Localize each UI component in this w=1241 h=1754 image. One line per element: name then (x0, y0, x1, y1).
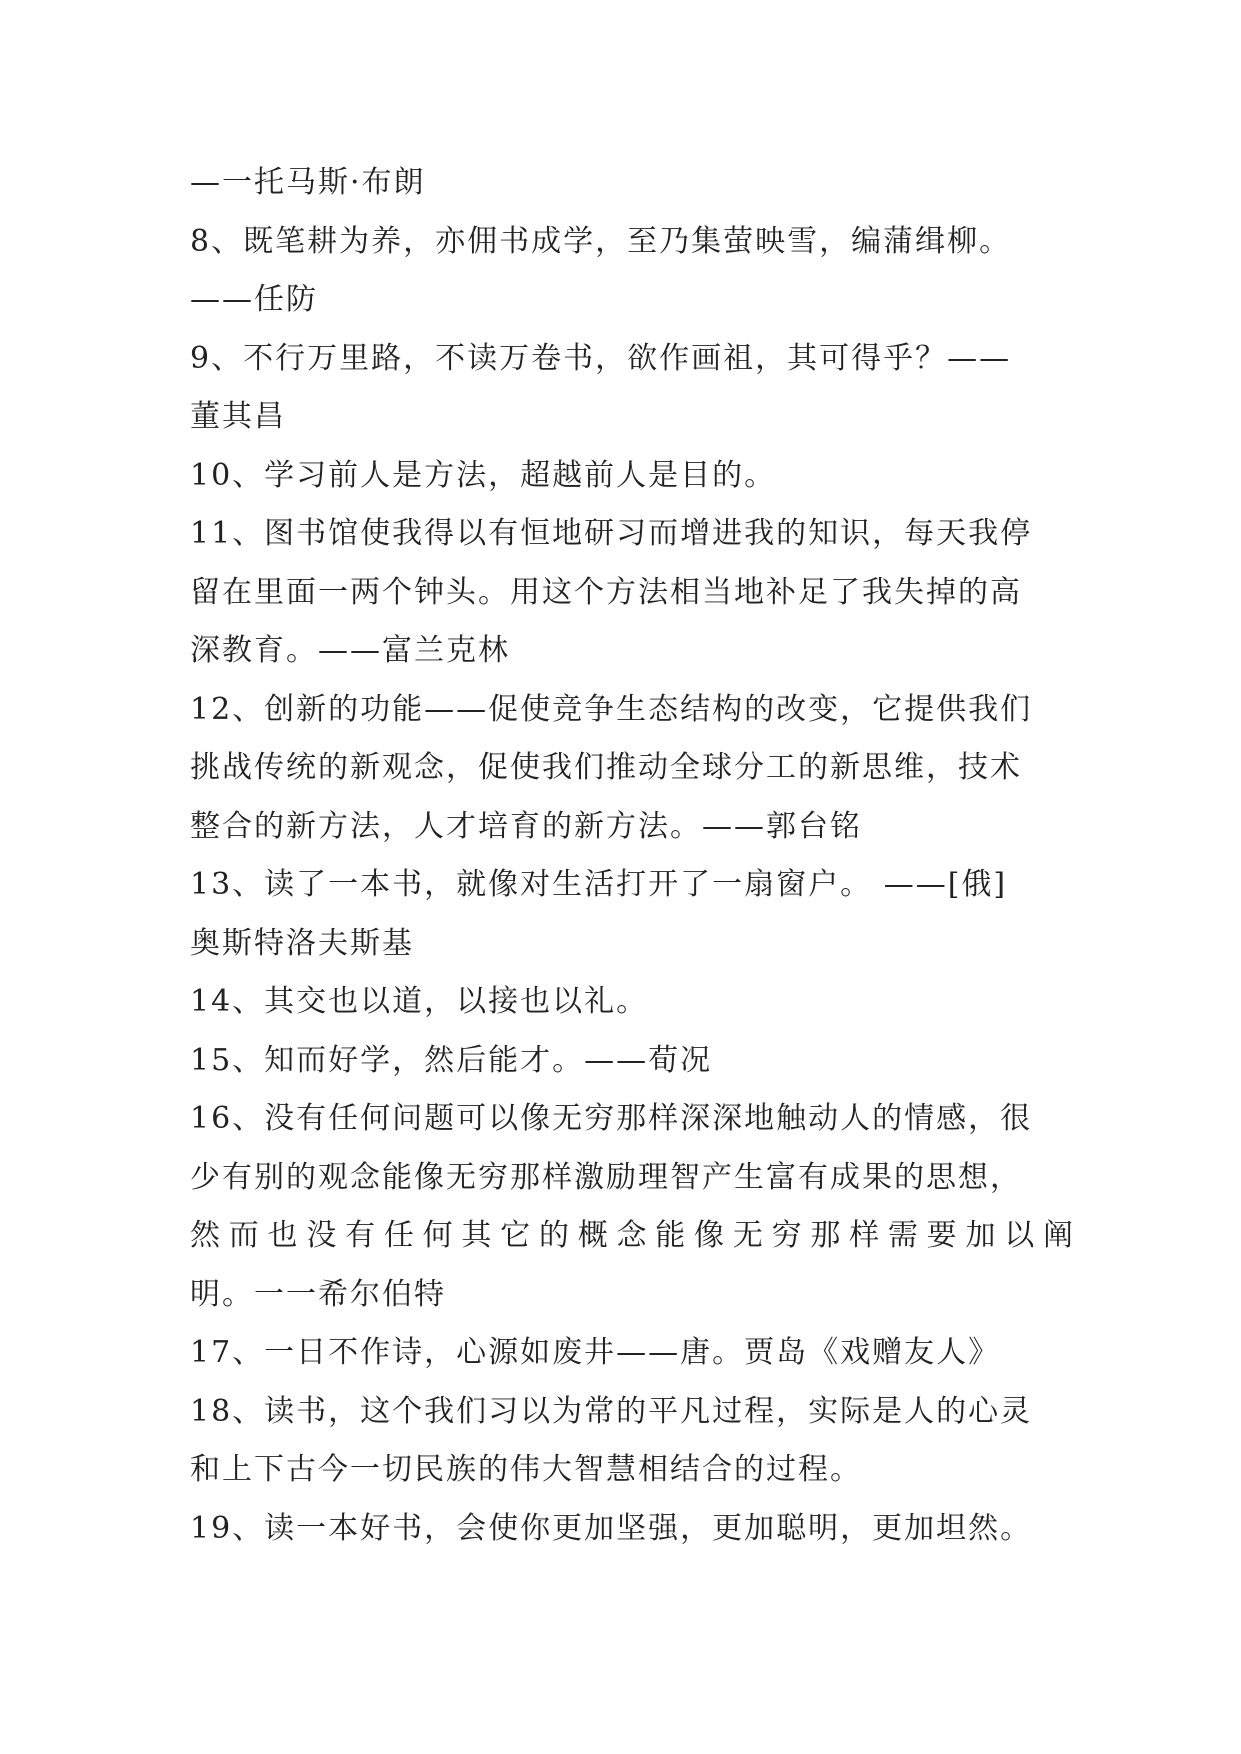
text-line: 和上下古今一切民族的伟大智慧相结合的过程。 (190, 1452, 862, 1487)
text-line: 16、没有任何问题可以像无穷那样深深地触动人的情感，很 (190, 1101, 1033, 1136)
text-line: 然而也没有任何其它的概念能像无穷那样需要加以阐 (190, 1218, 1075, 1253)
text-line: 18、读书，这个我们习以为常的平凡过程，实际是人的心灵 (190, 1393, 1033, 1429)
text-line: 董其昌 (190, 399, 286, 434)
text-line: 12、创新的功能——促使竞争生态结构的改变，它提供我们 (190, 691, 1033, 727)
text-line: 14、其交也以道，以接也以礼。 (190, 984, 649, 1019)
text-line: 11、图书馆使我得以有恒地研习而增进我的知识，每天我停 (190, 516, 1033, 551)
text-line: 奥斯特洛夫斯基 (190, 925, 414, 961)
text-line: 17、一日不作诗，心源如废井——唐。贾岛《戏赠友人》 (190, 1335, 1001, 1370)
text-line: 少有别的观念能像无穷那样激励理智产生富有成果的思想， (190, 1159, 1022, 1195)
text-line: 19、读一本好书，会使你更加坚强，更加聪明，更加坦然。 (190, 1510, 1033, 1546)
text-line: 15、知而好学，然后能才。——荀况 (190, 1042, 713, 1078)
text-line: 留在里面一两个钟头。用这个方法相当地补足了我失掉的高 (190, 574, 1022, 610)
text-line: 整合的新方法，人才培育的新方法。——郭台铭 (190, 808, 862, 844)
text-line: 13、读了一本书，就像对生活打开了一扇窗户。 ——[俄] (190, 867, 1008, 902)
text-line: 深教育。——富兰克林 (190, 633, 510, 668)
text-line: 明。一一希尔伯特 (190, 1276, 446, 1312)
text-line: ——任防 (190, 282, 318, 317)
text-line: 9、不行万里路，不读万卷书，欲作画祖，其可得乎？—— (190, 340, 1012, 376)
text-line: 挑战传统的新观念，促使我们推动全球分工的新思维，技术 (190, 750, 1022, 785)
text-line: —一托马斯·布朗 (190, 165, 426, 200)
text-line: 10、学习前人是方法，超越前人是目的。 (190, 457, 777, 493)
quote-text-block (190, 154, 1075, 1558)
text-line: 8、既笔耕为养，亦佣书成学，至乃集萤映雪，编蒲缉柳。 (190, 223, 1012, 259)
